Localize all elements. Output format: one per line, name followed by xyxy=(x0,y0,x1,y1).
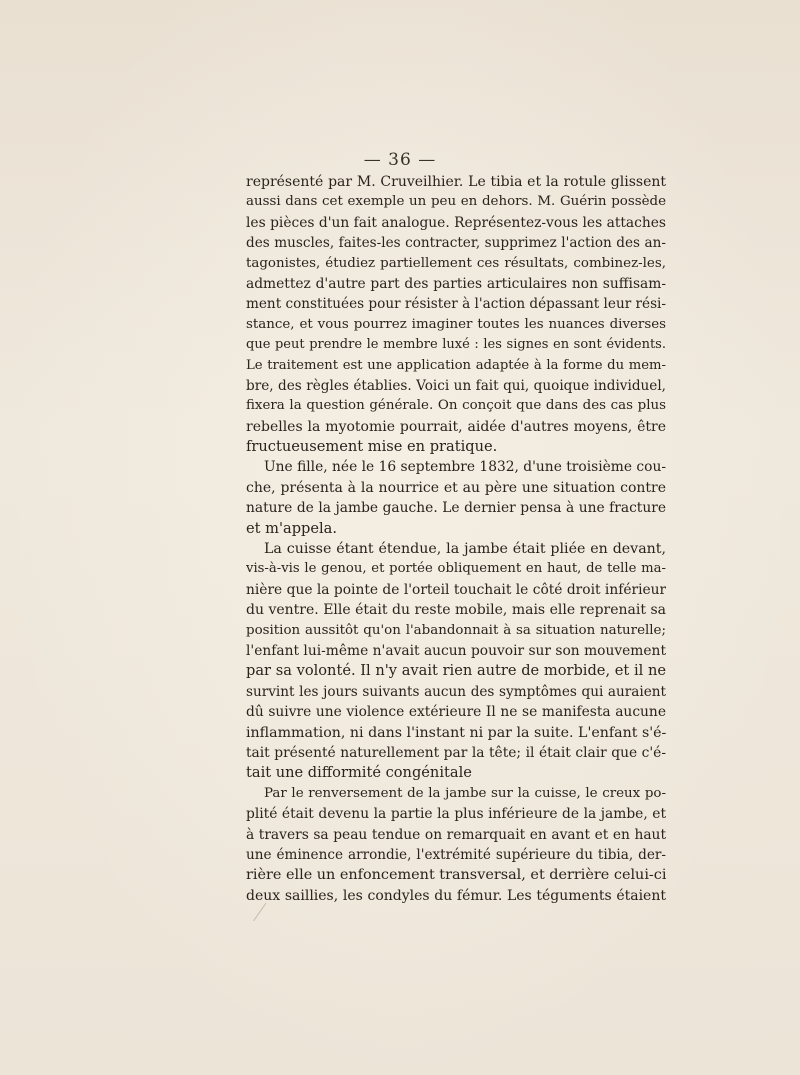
text-line: admettez d'autre part des parties articulaires non suffisam- xyxy=(246,275,666,292)
text-line: survint les jours suivants aucun des symptômes qui auraient xyxy=(246,683,666,700)
text-line: che, présenta à la nourrice et au père une situation contre xyxy=(246,479,666,496)
text-line: les pièces d'un fait analogue. Représentez-vous les attaches xyxy=(246,214,666,231)
text-line: ment constituées pour résister à l'action dépassant leur rési- xyxy=(246,296,666,313)
text-line: tait présenté naturellement par la tête; il était clair que c'é- xyxy=(246,744,666,761)
text-line: deux saillies, les condyles du fémur. Les téguments étaient xyxy=(246,887,666,904)
text-line: nière que la pointe de l'orteil touchait le côté droit inférieur xyxy=(246,581,666,598)
text-line: Le traitement est une application adaptée à la forme du mem- xyxy=(246,357,666,373)
text-line: Par le renversement de la jambe sur la cuisse, le creux po- xyxy=(264,785,666,801)
text-line: l'enfant lui-même n'avait aucun pouvoir sur son mouvement xyxy=(246,642,666,659)
body-text xyxy=(246,172,666,906)
text-line: des muscles, faites-les contracter, supprimez l'action des an- xyxy=(246,235,666,252)
text-line: et m'appela. xyxy=(246,519,338,537)
text-line: rière elle un enfoncement transversal, et derrière celui-ci xyxy=(246,867,666,884)
text-line: inflammation, ni dans l'instant ni par la suite. L'enfant s'é- xyxy=(246,724,666,741)
text-line: aussi dans cet exemple un peu en dehors. M. Guérin possède xyxy=(246,194,666,210)
text-line: à travers sa peau tendue on remarquait en avant et en haut xyxy=(246,826,666,843)
text-line: plité était devenu la partie la plus inférieure de la jambe, et xyxy=(246,806,666,823)
text-line: tagonistes, étudiez partiellement ces résultats, combinez-les, xyxy=(246,255,666,271)
text-line: par sa volonté. Il n'y avait rien autre de morbide, et il ne xyxy=(246,662,666,680)
text-line: fixera la question générale. On conçoit que dans des cas plus xyxy=(246,398,666,414)
text-line: nature de la jambe gauche. Le dernier pensa à une fracture xyxy=(246,500,666,517)
text-line: représenté par M. Cruveilhier. Le tibia et la rotule glissent xyxy=(246,174,666,190)
text-line: que peut prendre le membre luxé : les signes en sont évidents. xyxy=(246,337,666,353)
paper-blemish xyxy=(253,903,278,930)
text-line: vis-à-vis le genou, et portée obliquement en haut, de telle ma- xyxy=(246,561,666,577)
text-line: une éminence arrondie, l'extrémité supérieure du tibia, der- xyxy=(246,846,666,863)
text-line: tait une difformité congénitale xyxy=(246,764,472,782)
text-line: stance, et vous pourrez imaginer toutes les nuances diverses xyxy=(246,316,666,332)
text-line: fructueusement mise en pratique. xyxy=(246,438,498,456)
text-line: La cuisse étant étendue, la jambe était pliée en devant, xyxy=(264,541,666,558)
text-line: position aussitôt qu'on l'abandonnait à sa situation naturelle; xyxy=(246,622,666,638)
text-line: rebelles la myotomie pourrait, aidée d'autres moyens, être xyxy=(246,418,666,435)
text-line: du ventre. Elle était du reste mobile, mais elle reprenait sa xyxy=(246,602,666,619)
page-number: — 36 — xyxy=(363,150,437,170)
text-line: Une fille, née le 16 septembre 1832, d'une troisième cou- xyxy=(264,459,666,476)
text-line: dû suivre une violence extérieure Il ne se manifesta aucune xyxy=(246,704,666,721)
text-line: bre, des règles établies. Voici un fait qui, quoique individuel, xyxy=(246,377,666,394)
